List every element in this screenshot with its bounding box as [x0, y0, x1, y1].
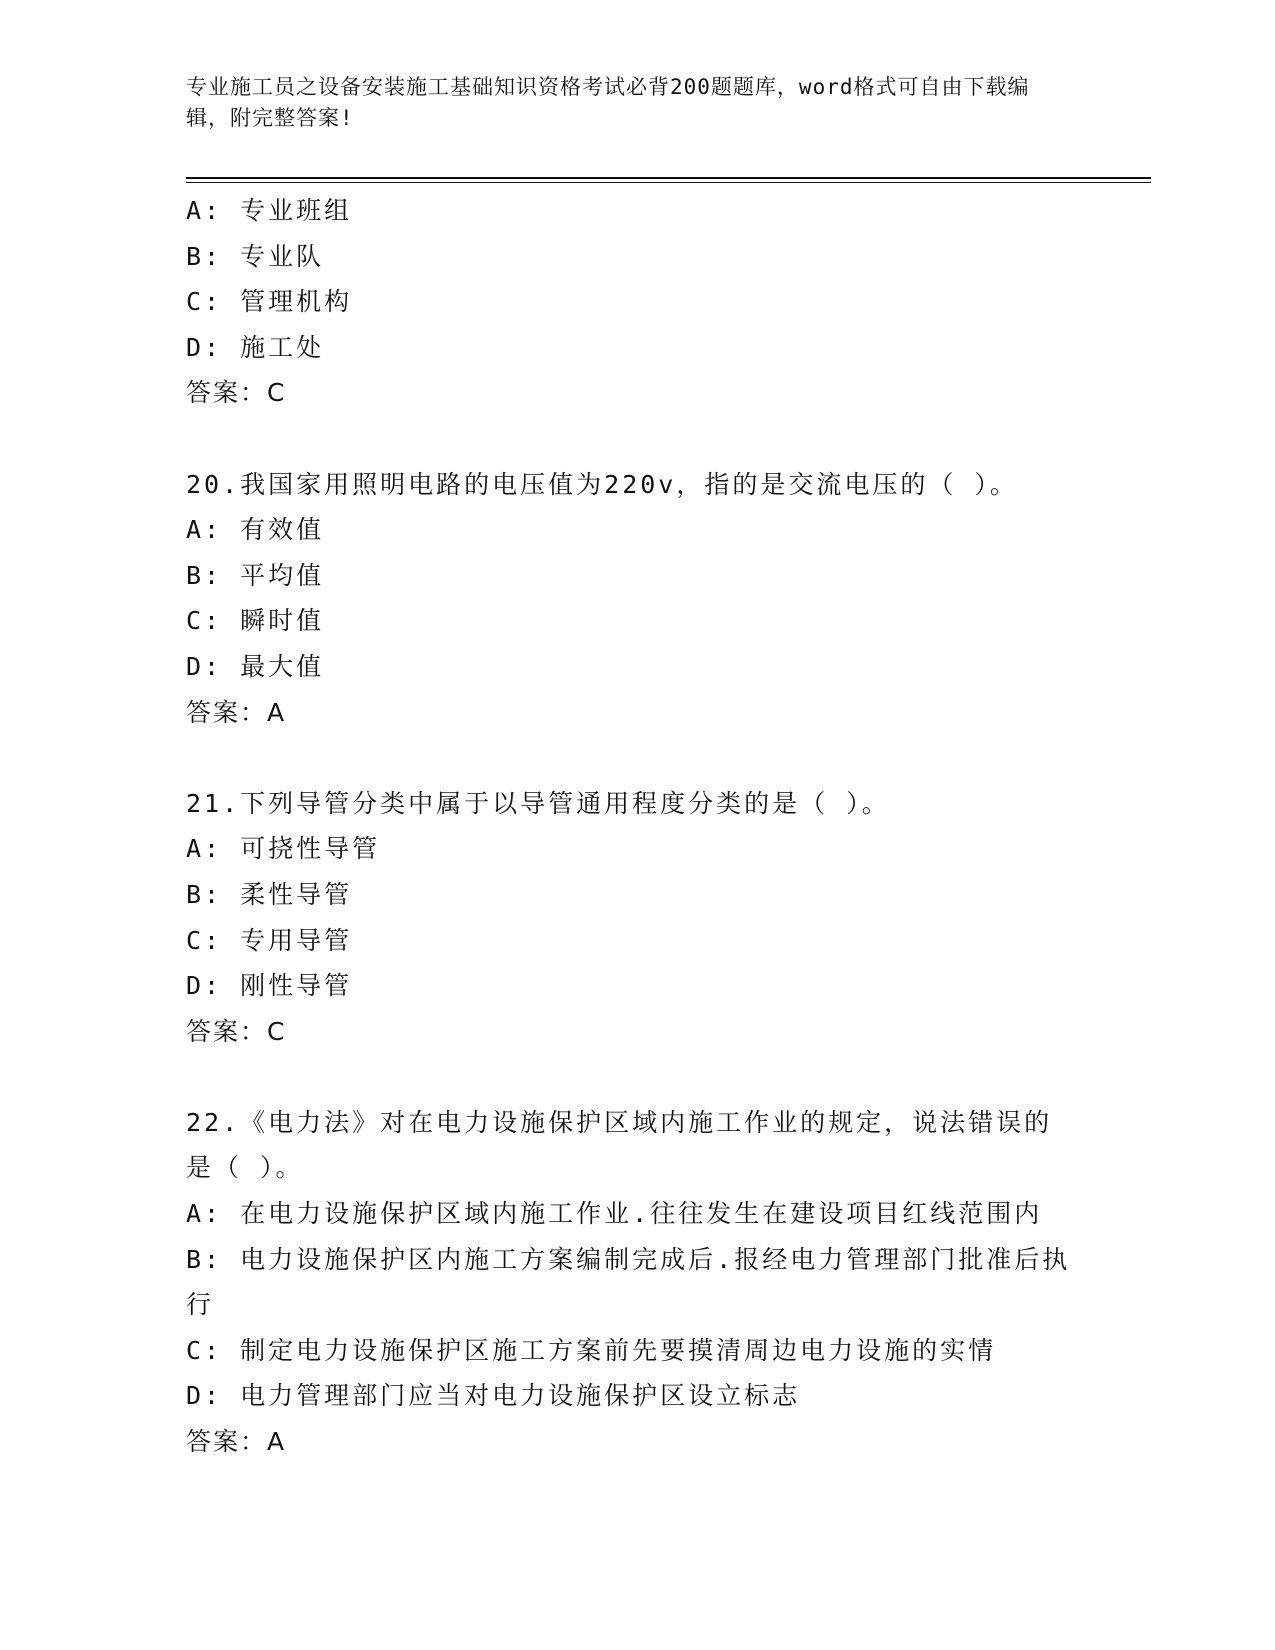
question-text: 20.我国家用照明电路的电压值为220v，指的是交流电压的（ ）。 [186, 469, 1018, 499]
question-20 [186, 462, 1076, 736]
header-rule-thick [186, 177, 1151, 179]
question-list [186, 188, 1076, 1465]
option-a: A: 专业班组 [186, 196, 353, 225]
question-19 [186, 188, 1076, 416]
answer: 答案：A [186, 697, 287, 727]
option-d: D: 刚性导管 [186, 971, 353, 1001]
option-d: D: 最大值 [186, 651, 325, 681]
answer: 答案：A [186, 1427, 287, 1457]
spacer [186, 416, 1076, 462]
question-22 [186, 1100, 1076, 1465]
option-d: D: 施工处 [186, 332, 325, 362]
option-c: C: 瞬时值 [186, 606, 325, 636]
option-a: A: 在电力设施保护区域内施工作业.往往发生在建设项目红线范围内 [186, 1199, 1043, 1229]
question-text: 21.下列导管分类中属于以导管通用程度分类的是（ ）。 [186, 788, 890, 818]
page-header [186, 72, 1066, 134]
option-d: D: 电力管理部门应当对电力设施保护区设立标志 [186, 1381, 801, 1411]
spacer [186, 735, 1076, 781]
option-b: B: 电力设施保护区内施工方案编制完成后.报经电力管理部门批准后执行 [186, 1244, 1071, 1320]
option-b: B: 专业队 [186, 241, 325, 271]
option-a: A: 有效值 [186, 515, 325, 545]
question-text: 22.《电力法》对在电力设施保护区域内施工作业的规定，说法错误的是（ ）。 [186, 1107, 1053, 1183]
header-title: 专业施工员之设备安装施工基础知识资格考试必背200题题库，word格式可自由下载编辑，附完整答案! [186, 75, 1030, 130]
option-a: A: 可挠性导管 [186, 834, 381, 864]
option-b: B: 柔性导管 [186, 879, 353, 909]
option-b: B: 平均值 [186, 560, 325, 590]
question-21 [186, 781, 1076, 1055]
option-c: C: 专用导管 [186, 925, 353, 955]
option-c: C: 管理机构 [186, 287, 353, 317]
answer: 答案：C [186, 378, 287, 408]
spacer [186, 1054, 1076, 1100]
header-rule-thin [186, 182, 1151, 183]
option-c: C: 制定电力设施保护区施工方案前先要摸清周边电力设施的实情 [186, 1335, 997, 1365]
answer: 答案：C [186, 1016, 287, 1046]
